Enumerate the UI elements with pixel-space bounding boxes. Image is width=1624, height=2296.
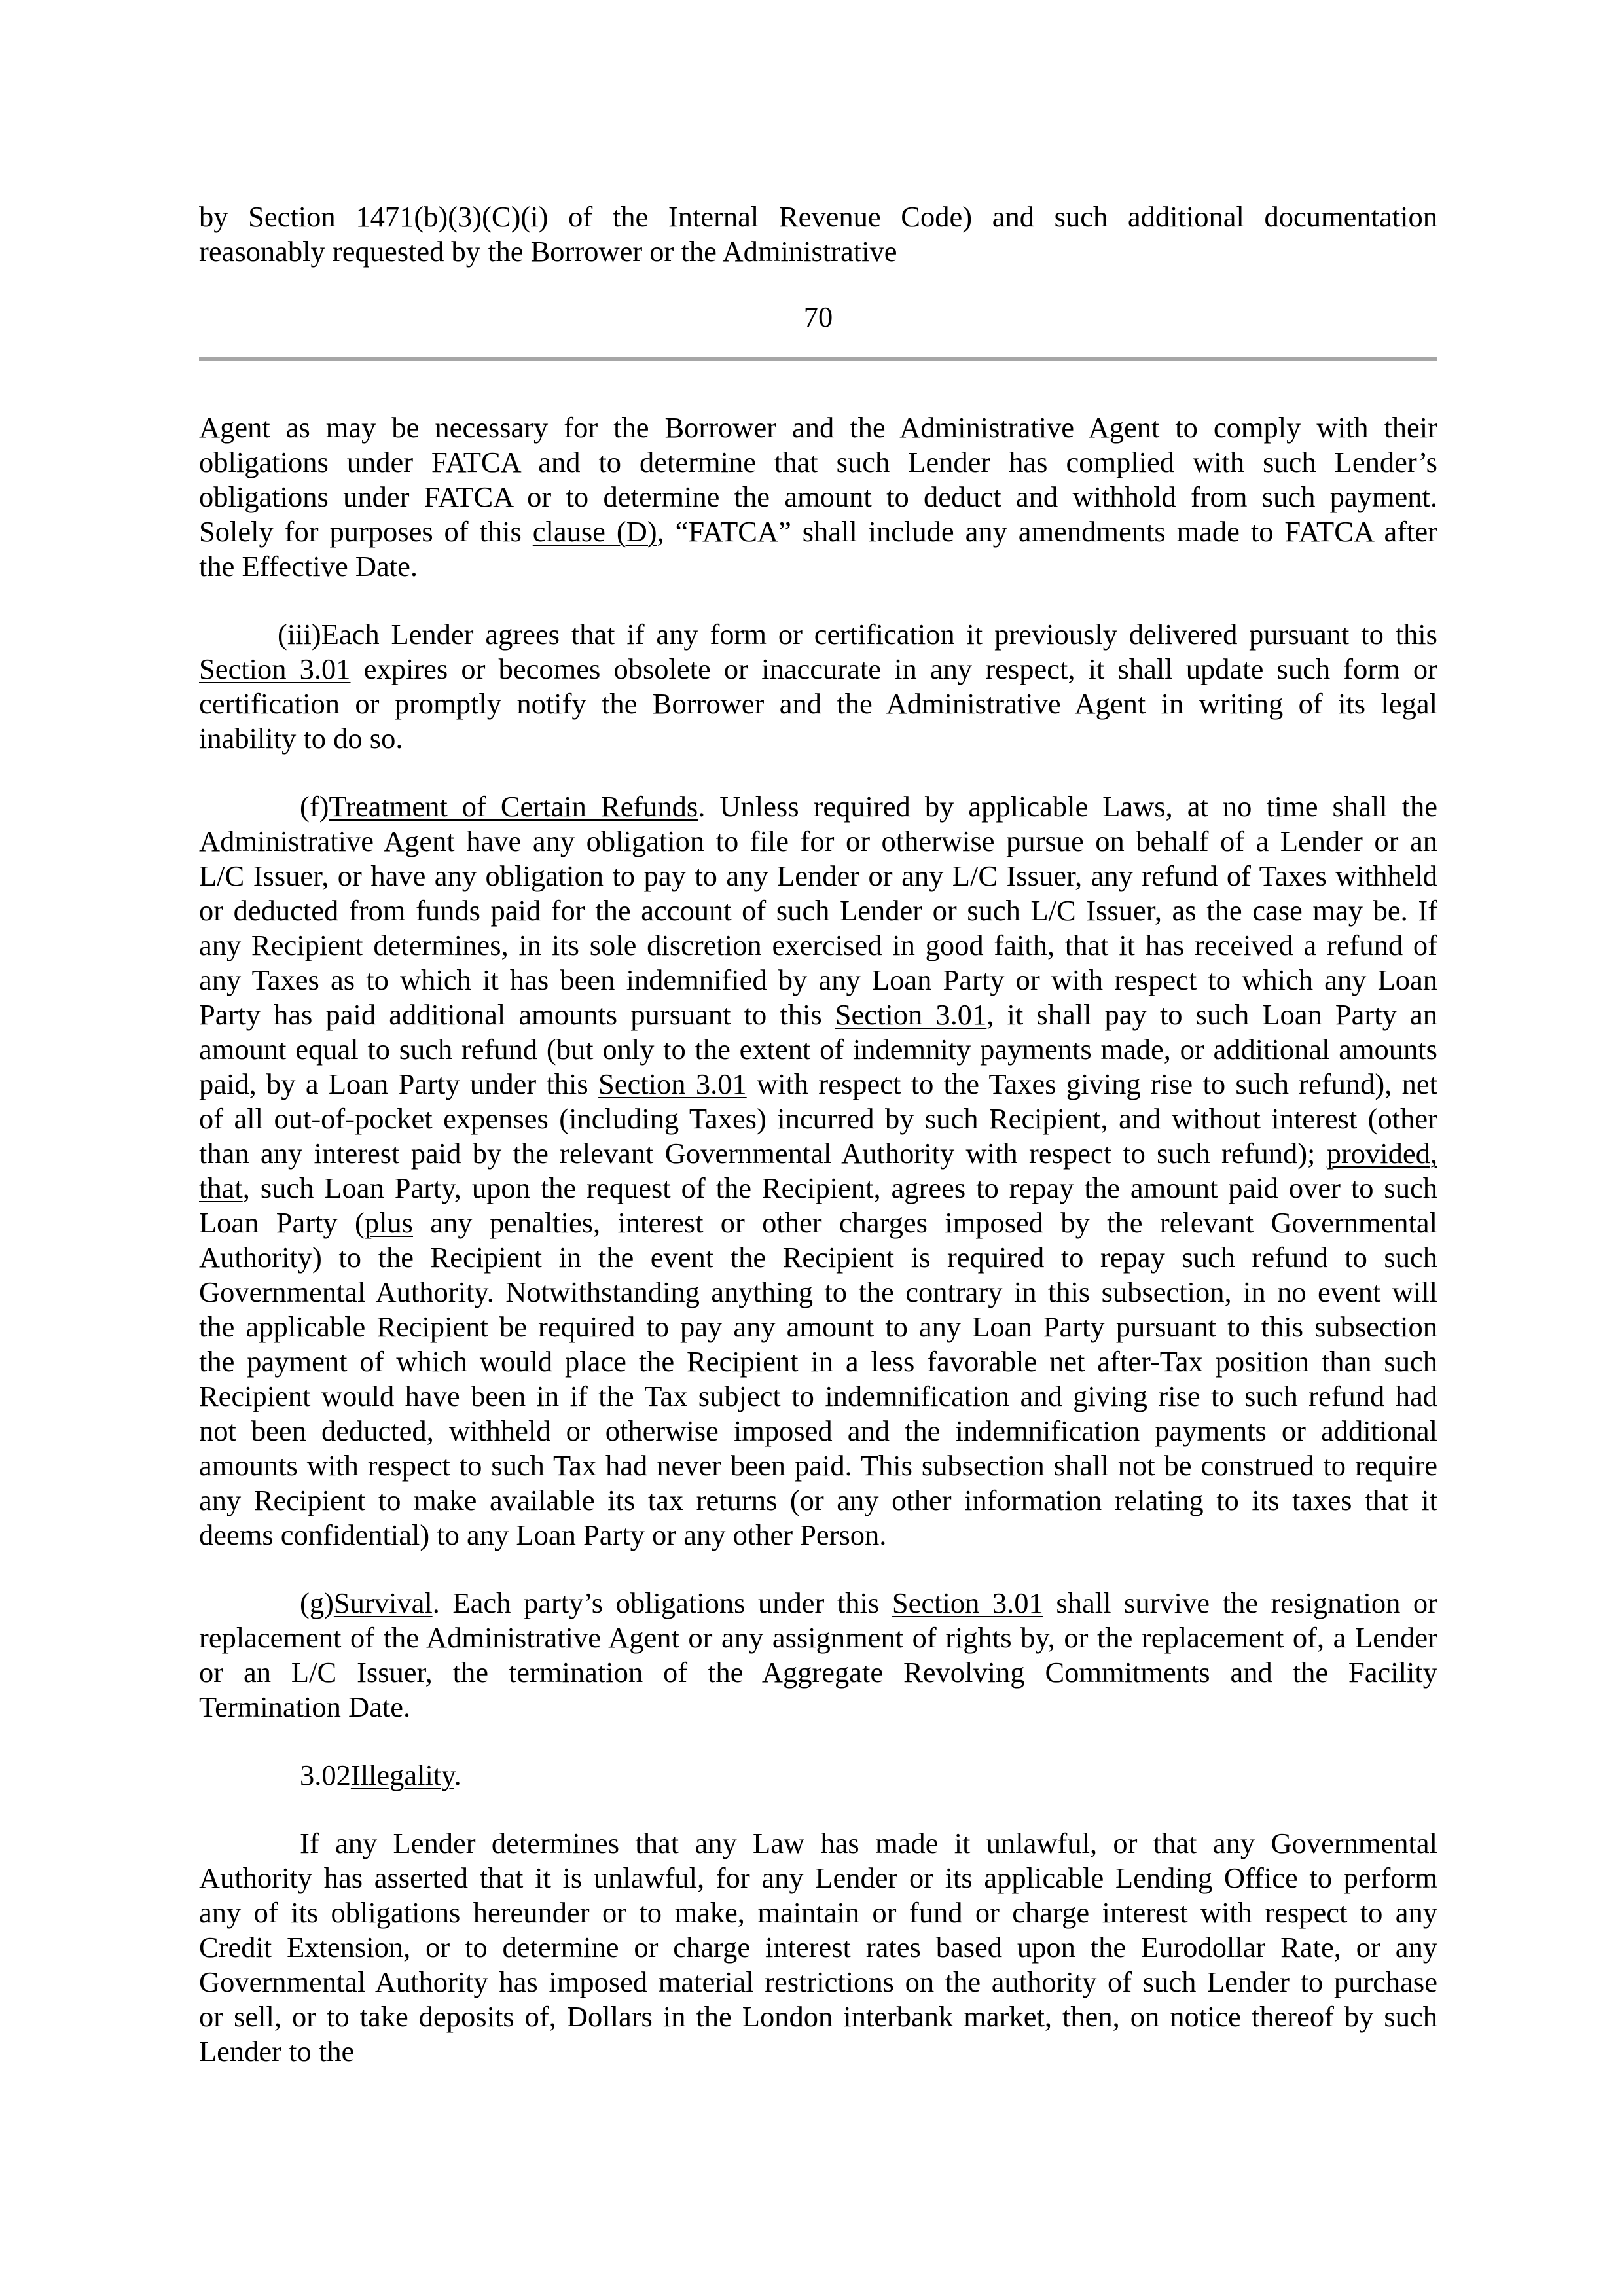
text-line: [199, 789, 1437, 824]
underlined-reference: Illegality: [350, 1759, 454, 1791]
previous-page-text-block: [199, 200, 1437, 269]
text-line: Recipient would have been in if the Tax subject to indemnification and giving rise to such refund had: [199, 1380, 1437, 1412]
text-segment: . Each party’s obligations under this: [432, 1587, 892, 1619]
text-segment: any penalties, interest or other charges imposed by the relevant Governmental: [413, 1206, 1438, 1239]
underlined-reference: Section 3.01: [598, 1067, 747, 1100]
text-line: Lender to the: [199, 2035, 355, 2068]
text-line: any Recipient to make available its tax returns (or any other information relating to its taxes that it: [199, 1484, 1437, 1516]
text-line: Credit Extension, or to determine or charge interest rates based upon the Eurodollar Rate, or any: [199, 1931, 1437, 1964]
underlined-reference: Section 3.01: [835, 998, 987, 1031]
text-line: by Section 1471(b)(3)(C)(i) of the Internal Revenue Code) and such additional documentation: [199, 200, 1437, 233]
text-line: L/C Issuer, or have any obligation to pay to any Lender or any L/C Issuer, any refund of Taxes withheld: [199, 859, 1437, 892]
underlined-reference: Survival: [333, 1587, 433, 1619]
text-line: [199, 652, 1437, 687]
underlined-reference: that: [199, 1172, 243, 1204]
text-segment: Loan Party (: [199, 1206, 365, 1239]
underlined-reference: Section 3.01: [892, 1587, 1043, 1619]
text-line: the applicable Recipient be required to pay any amount to any Loan Party pursuant to this subsection: [199, 1310, 1437, 1343]
text-segment: , “FATCA” shall include any amendments made to FATCA after: [657, 515, 1437, 548]
text-segment: 3.02: [300, 1759, 351, 1791]
text-line: If any Lender determines that any Law has made it unlawful, or that any Governmental: [300, 1827, 1437, 1859]
text-segment: paid, by a Loan Party under this: [199, 1067, 599, 1100]
text-line: [199, 514, 1437, 549]
text-line: any Taxes as to which it has been indemnified by any Loan Party or with respect to which any Loan: [199, 963, 1437, 996]
text-line: obligations under FATCA and to determine that such Lender has complied with such Lender’s: [199, 446, 1437, 478]
text-line: certification or promptly notify the Borrower and the Administrative Agent in writing of its legal: [199, 687, 1437, 720]
text-line: obligations under FATCA or to determine the amount to deduct and withhold from such payment.: [199, 480, 1437, 513]
text-line: or sell, or to take deposits of, Dollars in the London interbank market, then, on notice thereof by such: [199, 2000, 1437, 2033]
page-body: [199, 410, 1437, 2069]
text-line: [199, 1067, 1437, 1102]
text-line: deems confidential) to any Loan Party or any other Person.: [199, 1518, 887, 1551]
underlined-reference: Treatment of Certain Refunds: [329, 790, 698, 823]
paragraph-illegality: [199, 1826, 1437, 2069]
text-line: Authority) to the Recipient in the event the Recipient is required to repay such refund to such: [199, 1241, 1437, 1274]
text-line: Authority has asserted that it is unlawful, for any Lender or its applicable Lending Office to perform: [199, 1861, 1437, 1894]
text-line: Administrative Agent have any obligation to file for or otherwise pursue on behalf of a Lender or an: [199, 825, 1437, 857]
text-segment: .: [454, 1759, 461, 1791]
text-line: the Effective Date.: [199, 550, 418, 583]
text-segment: Solely for purposes of this: [199, 515, 533, 548]
text-line: any Recipient determines, in its sole discretion exercised in good faith, that it has received a refund of: [199, 929, 1437, 961]
text-segment: (g): [300, 1587, 334, 1619]
text-segment: than any interest paid by the relevant Governmental Authority with respect to such refund);: [199, 1137, 1327, 1170]
text-line: [199, 1758, 1437, 1793]
text-segment: (f): [300, 790, 329, 823]
underlined-reference: clause (D): [532, 515, 657, 548]
paragraph-fatca-continuation: [199, 410, 1437, 584]
text-line: reasonably requested by the Borrower or the Administrative: [199, 235, 897, 268]
text-line: [199, 997, 1437, 1032]
text-line: or an L/C Issuer, the termination of the Aggregate Revolving Commitments and the Facility: [199, 1656, 1437, 1689]
section-heading-3-02-illegality: [199, 1758, 1437, 1793]
text-segment: , it shall pay to such Loan Party an: [986, 998, 1437, 1031]
text-line: [199, 1171, 1437, 1206]
text-line: [199, 1586, 1437, 1621]
text-segment: . Unless required by applicable Laws, at no time shall the: [698, 790, 1437, 823]
text-line: any of its obligations hereunder or to make, maintain or fund or charge interest with respect to any: [199, 1896, 1437, 1929]
paragraph-g-survival: [199, 1586, 1437, 1725]
underlined-reference: Section 3.01: [199, 653, 351, 685]
page-number: 70: [803, 300, 833, 333]
text-line: inability to do so.: [199, 722, 403, 755]
underlined-reference: plus: [364, 1206, 413, 1239]
underlined-reference: provided,: [1326, 1137, 1437, 1170]
text-line: amount equal to such refund (but only to the extent of indemnity payments made, or additional amounts: [199, 1033, 1437, 1066]
text-line: the payment of which would place the Recipient in a less favorable net after-Tax position than such: [199, 1345, 1437, 1378]
text-segment: , such Loan Party, upon the request of the Recipient, agrees to repay the amount paid over to such: [242, 1172, 1437, 1204]
paragraph-carryover: [199, 200, 1437, 269]
text-segment: Party has paid additional amounts pursuant to this: [199, 998, 835, 1031]
text-line: Governmental Authority has imposed material restrictions on the authority of such Lender to purchase: [199, 1965, 1437, 1998]
text-line: [199, 1206, 1437, 1240]
text-segment: expires or becomes obsolete or inaccurate in any respect, it shall update such form or: [350, 653, 1437, 685]
page-separator-rule: [199, 357, 1437, 361]
text-line: or deducted from funds paid for the account of such Lender or such L/C Issuer, as the case may be. If: [199, 894, 1437, 927]
text-line: Agent as may be necessary for the Borrower and the Administrative Agent to comply with their: [199, 411, 1437, 444]
text-line: Governmental Authority. Notwithstanding anything to the contrary in this subsection, in no event will: [199, 1276, 1437, 1308]
text-segment: shall survive the resignation or: [1043, 1587, 1437, 1619]
text-segment: with respect to the Taxes giving rise to such refund), net: [746, 1067, 1437, 1100]
paragraph-iii-form-update: [199, 617, 1437, 756]
text-line: Termination Date.: [199, 1691, 411, 1723]
text-line: replacement of the Administrative Agent or any assignment of rights by, or the replacement of, a Lender: [199, 1621, 1437, 1654]
text-line: (iii)Each Lender agrees that if any form or certification it previously delivered pursuant to this: [278, 618, 1437, 651]
text-line: amounts with respect to such Tax had never been paid. This subsection shall not be construed to require: [199, 1449, 1437, 1482]
text-line: of all out-of-pocket expenses (including Taxes) incurred by such Recipient, and without interest (other: [199, 1102, 1437, 1135]
paragraph-f-treatment-of-certain-refunds: [199, 789, 1437, 1552]
text-line: [199, 1136, 1437, 1171]
text-line: not been deducted, withheld or otherwise imposed and the indemnification payments or additional: [199, 1414, 1437, 1447]
